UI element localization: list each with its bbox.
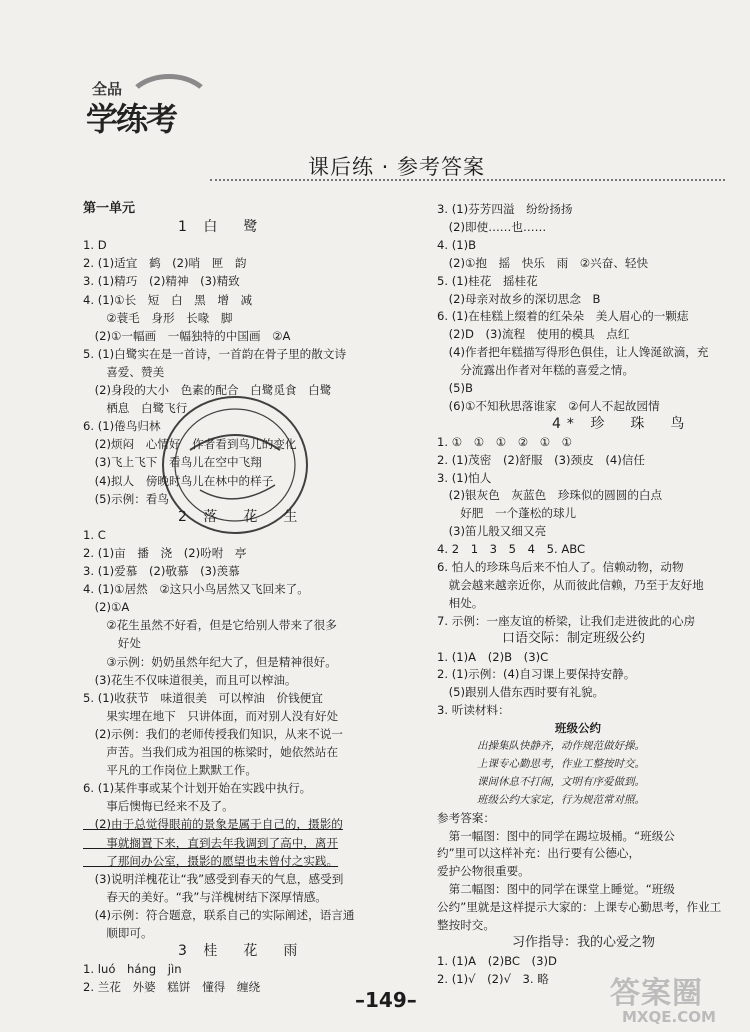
watermark-main: 答案圈 [610,976,703,1011]
left-line: (2)①A [83,600,130,615]
right-line: 相处。 [437,595,484,610]
left-line: 3. (1)精巧 (2)精神 (3)精致 [83,274,240,289]
right-line: (4)作者把年糕描写得形色俱佳，让人馋涎欲滴，充 [437,345,709,360]
logo-big-text: 学练考 [86,100,177,138]
right-line: 4. 2 1 3 5 4 5. ABC [437,542,586,557]
right-line: 6. (1)在桂糕上缀着的红朵朵 美人眉心的一颗痣 [437,309,689,324]
right-line: (2)银灰色 灰蓝色 珍珠似的圆圆的白点 [437,488,663,503]
left-line: 事后懊悔已经来不及了。 [83,799,234,814]
brand-logo [80,72,210,138]
right-line: 3. (1)芬芳四溢 纷纷扬扬 [437,202,573,216]
left-line: 4. (1)①居然 ②这只小鸟居然又飞回来了。 [83,582,309,597]
right-line: (2)即使……也…… [437,219,547,234]
right-line: 整按时交。 [437,918,495,932]
right-line: 3. (1)怕人 [437,470,492,485]
right-line: 班级公约 [555,721,601,736]
right-line: 2. (1)茂密 (2)舒服 (3)颈皮 (4)信任 [437,452,645,467]
right-line: (2)D (3)流程 使用的模具 点红 [437,327,630,342]
left-line: 1. D [83,238,107,253]
right-line: 第一幅图：图中的同学在踢垃圾桶。“班级公 [437,828,675,843]
right-line: 参考答案： [437,810,495,825]
right-line: (2)母亲对故乡的深切思念 B [437,291,601,306]
left-line: 春天的美好。“我”与洋槐树结下深厚情感。 [83,889,327,904]
left-line: 5. (1)白鹭实在是一首诗，一首韵在骨子里的散文诗 [83,346,347,361]
right-line: 约”里可以这样补充：出行要有公德心， [437,846,641,861]
left-line: 顺即可。 [83,926,153,940]
left-line: 3 桂 花 雨 [178,943,304,960]
right-line: 班级公约大家定，行为规范常对照。 [477,793,645,806]
right-line: (5)B [437,381,473,395]
right-line: 第二幅图：图中的同学在课堂上睡觉。“班级 [437,882,675,897]
left-line: 第一单元 [83,201,136,216]
right-line: 好肥 一个蓬松的球儿 [437,506,577,521]
right-line: 2. (1)示例：(4)自习课上要保持安静。 [437,667,636,682]
dotted-divider [210,179,725,181]
right-line: 出操集队快静齐，动作规范做好操。 [477,740,645,752]
left-line: 平凡的工作岗位上默默工作。 [83,763,257,778]
left-line: 1. luó háng jìn [83,962,182,977]
left-line: (3)说明洋槐花让“我”感受到春天的气息，感受到 [83,871,344,886]
left-line: 6. (1)倦鸟归林 [83,419,161,434]
left-line: 5. (1)收获节 味道很美 可以榨油 价钱便宜 [83,690,323,705]
section-banner [210,145,725,185]
left-line: (3)花生不仅味道很美，而且可以榨油。 [83,672,297,687]
right-line: 上课专心勤思考，作业工整按时交。 [477,757,645,770]
left-line: (2)身段的大小 色素的配合 白鹭觅食 白鹭 [83,383,332,397]
left-line: ②花生虽然不好看，但是它给别人带来了很多 [83,618,337,633]
stamp-seal [150,380,320,550]
right-line: 7. 示例：一座友谊的桥梁，让我们走进彼此的心房 [437,613,696,628]
left-line: 3. (1)爱慕 (2)敬慕 (3)羡慕 [83,564,240,578]
logo-small-text: 全品 [92,80,123,98]
left-line: 栖息 白鹭飞行 [83,401,188,416]
left-line: 2 落 花 生 [178,508,304,525]
right-line: 口语交际：制定班级公约 [502,630,646,646]
right-line: (3)笛儿般又细又亮 [437,524,547,539]
right-line: 5. (1)桂花 摇桂花 [437,273,538,288]
left-line: (2)①一幅画 一幅独特的中国画 ②A [83,328,291,343]
left-line: (2)示例：我们的老师传授我们知识，从来不说一 [83,726,343,741]
watermark-sub: MXQE.COM [622,1008,716,1026]
left-line: 4. (1)①长 短 白 黑 增 减 [83,292,253,307]
left-line: ②蓑毛 身形 长喙 脚 [83,310,233,325]
right-line: 习作指导：我的心爱之物 [512,934,656,950]
right-line: 1. ① ① ① ② ① ① [437,434,573,449]
right-line: 4. (1)B [437,237,477,252]
left-line: ③示例：奶奶虽然年纪大了，但是精神很好。 [83,654,337,669]
left-line: (3)飞上飞下 看鸟儿在空中飞翔 [83,455,262,470]
left-line: 好处 [83,636,141,651]
right-line: 1. (1)A (2)B (3)C [437,649,549,664]
left-line: 事就搁置下来，直到去年我调到了高中，离开 [83,835,339,850]
left-line: 声苦。当我们成为祖国的栋梁时，她依然站在 [83,745,339,759]
left-line: (2)烦闷 心情好 作者看到鸟儿的变化 [83,437,297,452]
right-line: (2)①抱 摇 快乐 雨 ②兴奋、轻快 [437,255,649,270]
left-line: (2)由于总觉得眼前的景象是属于自己的，摄影的 [83,817,343,832]
left-line: (4)拟人 傍晚时鸟儿在林中的样子 [83,473,274,488]
left-line: 果实埋在地下 只讲体面，而对别人没有好处 [83,708,339,723]
banner-title: 课后练 · 参考答案 [308,155,486,179]
right-line: 6. 怕人的珍珠鸟后来不怕人了。信赖动物，动物 [437,560,684,574]
left-line: (5)示例：看鸟 [83,491,169,506]
right-line: (6)①不知秋思落谁家 ②何人不起故园情 [437,398,660,413]
left-line: 2. (1)亩 播 浇 (2)吩咐 亭 [83,545,247,560]
right-line: 就会越来越亲近你，从而彼此信赖，乃至于友好地 [437,577,704,592]
left-line: 6. (1)某件事或某个计划开始在实践中执行。 [83,781,312,796]
left-line: 喜爱、赞美 [83,364,165,379]
right-line: (5)跟别人借东西时要有礼貌。 [437,685,605,700]
left-line: 2. (1)适宜 鹤 (2)哨 匣 韵 [83,256,247,271]
right-line: 3. 听读材料： [437,703,510,718]
left-line: 2. 兰花 外婆 糕饼 懂得 缠绕 [83,980,261,995]
right-line: 2. (1)√ (2)√ 3. 略 [437,971,549,986]
right-line: 1. (1)A (2)BC (3)D [437,953,557,968]
right-line: 分流露出作者对年糕的喜爱之情。 [437,363,635,378]
right-line: 课间休息不打闹，文明有序爱做到。 [477,775,645,788]
left-line: 1 白 鹭 [178,219,264,236]
left-line: 了那间办公室，摄影的愿望也未曾付之实践。 [83,853,339,868]
left-line: (4)示例：符合题意，联系自己的实际阐述，语言通 [83,907,355,922]
left-line: 1. C [83,527,106,542]
right-line: 公约”里就是这样提示大家的：上课专心勤思考，作业工 [437,900,722,915]
page-number: –149– [355,988,417,1012]
right-line: 4* 珍 珠 鸟 [552,415,691,432]
right-line: 爱护公物很重要。 [437,864,530,879]
